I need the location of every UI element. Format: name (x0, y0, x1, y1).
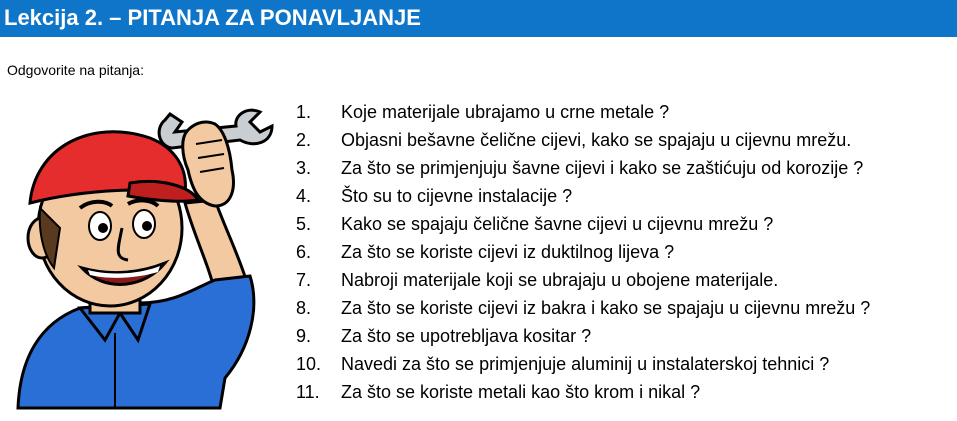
title-bar (0, 0, 957, 37)
question-list (296, 98, 870, 406)
question-number: 9. (296, 326, 312, 346)
list-item (296, 294, 870, 322)
question-number: 10. (296, 354, 322, 374)
list-item (296, 350, 870, 378)
question-number: 5. (296, 214, 312, 234)
list-item (296, 154, 870, 182)
question-number: 2. (296, 130, 312, 150)
question-number: 8. (296, 298, 312, 318)
question-text: Navedi za što se primjenjuje aluminij u instalaterskoj tehnici ? (341, 354, 830, 374)
question-number: 1. (296, 102, 312, 122)
question-text: Za što se koriste metali kao što krom i nikal ? (341, 382, 701, 402)
plumber-with-wrench-illustration (10, 108, 280, 416)
question-number: 11. (296, 382, 320, 402)
question-text: Za što se koriste cijevi iz bakra i kako se spajaju u cijevnu mrežu ? (341, 298, 871, 318)
question-number: 3. (296, 158, 312, 178)
list-item (296, 266, 870, 294)
question-text: Objasni bešavne čelične cijevi, kako se spajaju u cijevnu mrežu. (341, 130, 852, 150)
question-number: 6. (296, 242, 312, 262)
question-text: Za što se koriste cijevi iz duktilnog lijeva ? (341, 242, 675, 262)
question-text: Koje materijale ubrajamo u crne metale ? (341, 102, 670, 122)
list-item (296, 322, 870, 350)
list-item (296, 182, 870, 210)
intro-text: Odgovorite na pitanja: (7, 62, 144, 78)
question-text: Kako se spajaju čelične šavne cijevi u cijevnu mrežu ? (341, 214, 774, 234)
list-item (296, 238, 870, 266)
question-text: Što su to cijevne instalacije ? (341, 186, 573, 206)
list-item (296, 378, 870, 406)
list-item (296, 98, 870, 126)
list-item (296, 210, 870, 238)
page-title: Lekcija 2. – PITANJA ZA PONAVLJANJE (4, 5, 421, 30)
question-number: 7. (296, 270, 312, 290)
question-number: 4. (296, 186, 312, 206)
question-text: Nabroji materijale koji se ubrajaju u obojene materijale. (341, 270, 779, 290)
list-item (296, 126, 870, 154)
question-text: Za što se upotrebljava kositar ? (341, 326, 592, 346)
question-text: Za što se primjenjuju šavne cijevi i kako se zaštićuju od korozije ? (341, 158, 864, 178)
